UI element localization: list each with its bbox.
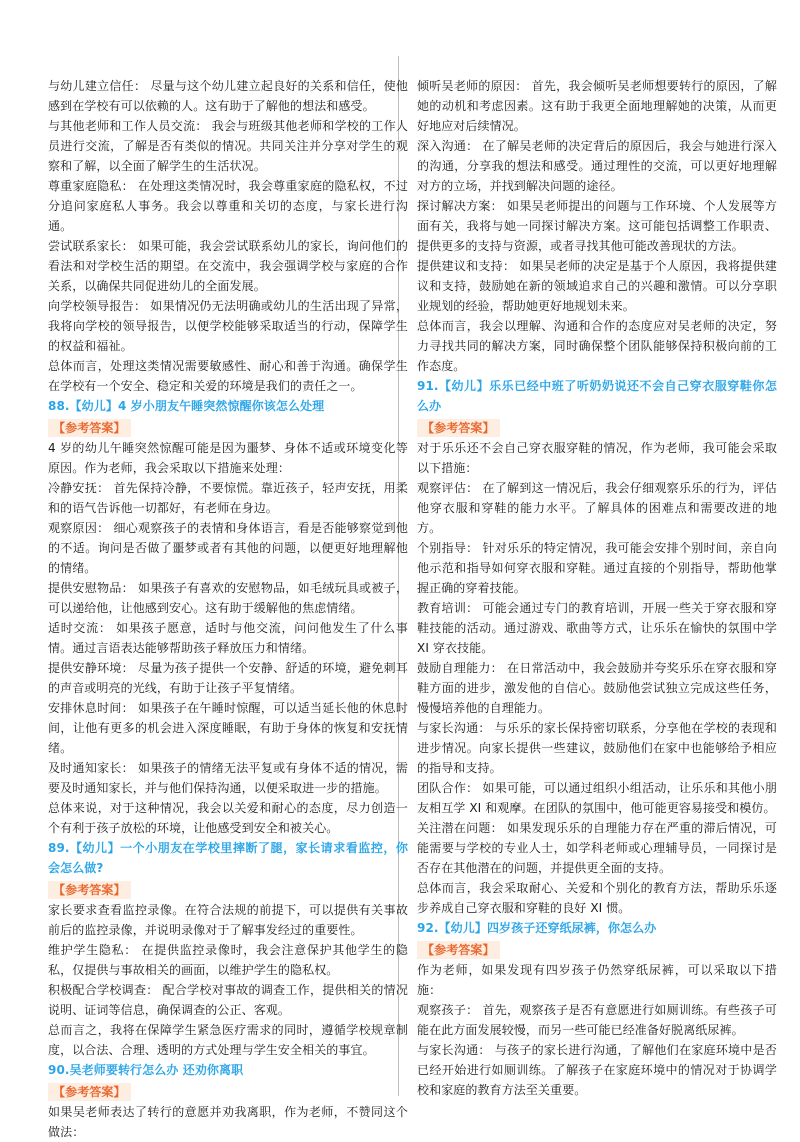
answer-88-quiet-env: 提供安静环境： 尽量为孩子提供一个安静、舒适的环境，避免刺耳的声音或明亮的光线，有助于让孩子平复情绪。 — [48, 661, 408, 695]
paragraph-build-trust: 与幼儿建立信任： 尽量与这个幼儿建立起良好的关系和信任，使他感到在学校有可以依赖的人。这有助于了解他的想法和感受。 — [48, 79, 408, 113]
answer-88-calm: 冷静安抚： 首先保持冷静，不要惊慌。靠近孩子，轻声安抚，用柔和的语气告诉他一切都好，有老师在身边。 — [48, 481, 408, 515]
answer-label — [48, 418, 408, 438]
answer-92-observe: 观察孩子： 首先，观察孩子是否有意愿进行如厕训练。有些孩子可能在此方面发展较慢，而另一些可能已经准备好脱离纸尿裤。 — [417, 1003, 777, 1037]
answer-90-solutions: 探讨解决方案： 如果吴老师提出的问题与工作环境、个人发展等方面有关，我将与她一同探讨解决方案。这可能包括调整工作职责、提供更多的支持与资源，或者寻找其他可能改善现状的方法。 — [417, 199, 777, 253]
paragraph-contact-parents: 尝试联系家长： 如果可能，我会尝试联系幼儿的家长，询问他们的看法和对学校生活的期望。在交流中，我会强调学校与家庭的合作关系，以确保共同促进幼儿的全面发展。 — [48, 239, 408, 293]
question-89-heading: 89.【幼儿】一个小朋友在学校里摔断了腿，家长请求看监控，你会怎么做? — [48, 841, 408, 875]
question-90-heading: 90.吴老师要转行怎么办 还劝你离职 — [48, 1063, 244, 1077]
question-92-heading: 92.【幼儿】四岁孩子还穿纸尿裤，你怎么办 — [417, 921, 657, 935]
answer-91-encourage: 鼓励自理能力： 在日常活动中，我会鼓励并夸奖乐乐在穿衣服和穿鞋方面的进步，激发他的自信心。鼓励他尝试独立完成这些任务，慢慢培养他的自理能力。 — [417, 661, 777, 715]
paragraph-report-leader: 向学校领导报告： 如果情况仍无法明确或幼儿的生活出现了异常，我将向学校的领导报告，以便学校能够采取适当的行动，保障学生的权益和福祉。 — [48, 299, 408, 353]
answer-89-summary: 总而言之，我将在保障学生紧急医疗需求的同时，遵循学校规章制度，以合法、合理、透明的方式处理与学生安全相关的事宜。 — [48, 1023, 408, 1057]
question-88-heading: 88.【幼儿】4 岁小朋友午睡突然惊醒你该怎么处理 — [48, 399, 325, 413]
question-91-heading: 91.【幼儿】乐乐已经中班了听奶奶说还不会自己穿衣服穿鞋你怎么办 — [417, 379, 777, 413]
answer-90-intro: 如果吴老师表达了转行的意愿并劝我离职，作为老师，不赞同这个做法： — [48, 1105, 408, 1139]
answer-92-intro: 作为老师，如果发现有四岁孩子仍然穿纸尿裤，可以采取以下措施： — [417, 963, 777, 997]
answer-92-parents: 与家长沟通： 与孩子的家长进行沟通，了解他们在家庭环境中是否已经开始进行如厕训练。了解孩子在家庭环境中的情况对于协调学校和家庭的教育方法至关重要。 — [417, 1043, 777, 1097]
answer-label-badge: 【参考答案】 — [417, 941, 500, 959]
paragraph-respect-privacy: 尊重家庭隐私： 在处理这类情况时，我会尊重家庭的隐私权，不过分追问家庭私人事务。我会以尊重和关切的态度，与家长进行沟通。 — [48, 179, 408, 233]
answer-91-training: 教育培训： 可能会通过专门的教育培训，开展一些关于穿衣服和穿鞋技能的活动。通过游戏、歌曲等方式，让乐乐在愉快的氛围中学 XI 穿衣技能。 — [417, 601, 777, 655]
answer-90-listen: 倾听吴老师的原因： 首先，我会倾听吴老师想要转行的原因，了解她的动机和考虑因素。这有助于我更全面地理解她的决策，从而更好地应对后续情况。 — [417, 79, 777, 133]
answer-label-badge: 【参考答案】 — [48, 1083, 131, 1101]
answer-88-notify-parents: 及时通知家长： 如果孩子的情绪无法平复或有身体不适的情况，需要及时通知家长，并与他们保持沟通，以便采取进一步的措施。 — [48, 761, 408, 795]
answer-90-summary: 总体而言，我会以理解、沟通和合作的态度应对吴老师的决定，努力寻找共同的解决方案，同时确保整个团队能够保持积极向前的工作态度。 — [417, 319, 777, 373]
right-column — [417, 76, 777, 1100]
answer-91-potential-issues: 关注潜在问题： 如果发现乐乐的自理能力存在严重的滞后情况，可能需要与学校的专业人士，如学科老师或心理辅导员，一同探讨是否存在其他潜在的问题，并提供更全面的支持。 — [417, 821, 777, 875]
answer-91-individual: 个别指导： 针对乐乐的特定情况，我可能会安排个别时间，亲自向他示范和指导如何穿衣服和穿鞋。通过直接的个别指导，帮助他掌握正确的穿着技能。 — [417, 541, 777, 595]
answer-90-support: 提供建议和支持： 如果吴老师的决定是基于个人原因，我将提供建议和支持，鼓励她在新的领域追求自己的兴趣和激情。可以分享职业规划的经验，帮助她更好地规划未来。 — [417, 259, 777, 313]
answer-89-investigation: 积极配合学校调查： 配合学校对事故的调查工作，提供相关的情况说明、证词等信息，确保调查的公正、客观。 — [48, 983, 408, 1017]
answer-88-observe: 观察原因： 细心观察孩子的表情和身体语言，看是否能够察觉到他的不适。询问是否做了噩梦或者有其他的问题，以便更好地理解他的情绪。 — [48, 521, 408, 575]
answer-88-talk: 适时交流： 如果孩子愿意，适时与他交流，问问他发生了什么事情。通过言语表达能够帮助孩子释放压力和情绪。 — [48, 621, 408, 655]
answer-label — [48, 1082, 408, 1102]
answer-89-video: 家长要求查看监控录像。在符合法规的前提下，可以提供有关事故前后的监控录像，并说明录像对于了解事发经过的重要性。 — [48, 903, 408, 937]
answer-89-privacy: 维护学生隐私： 在提供监控录像时，我会注意保护其他学生的隐私，仅提供与事故相关的画面，以维护学生的隐私权。 — [48, 943, 408, 977]
answer-label — [417, 940, 777, 960]
answer-90-deep-talk: 深入沟通： 在了解吴老师的决定背后的原因后，我会与她进行深入的沟通，分享我的想法和感受。通过理性的交流，可以更好地理解对方的立场，并找到解决问题的途径。 — [417, 139, 777, 193]
paragraph-communicate-staff: 与其他老师和工作人员交流： 我会与班级其他老师和学校的工作人员进行交流，了解是否有类似的情况。共同关注并分享对学生的观察和了解，以全面了解学生的生活状况。 — [48, 119, 408, 173]
left-column — [48, 76, 408, 1142]
answer-91-intro: 对于乐乐还不会自己穿衣服穿鞋的情况，作为老师，我可能会采取以下措施： — [417, 441, 777, 475]
answer-91-parents: 与家长沟通： 与乐乐的家长保持密切联系，分享他在学校的表现和进步情况。向家长提供一些建议，鼓励他们在家中也能够给予相应的指导和支持。 — [417, 721, 777, 775]
answer-91-summary: 总体而言，我会采取耐心、关爱和个别化的教育方法，帮助乐乐逐步养成自己穿衣服和穿鞋的良好 XI 惯。 — [417, 881, 777, 915]
answer-label-badge: 【参考答案】 — [48, 881, 131, 899]
answer-88-rest-time: 安排休息时间： 如果孩子在午睡时惊醒，可以适当延长他的休息时间，让他有更多的机会进入深度睡眠，有助于身体的恢复和安抚情绪。 — [48, 701, 408, 755]
answer-label-badge: 【参考答案】 — [417, 419, 500, 437]
answer-label-badge: 【参考答案】 — [48, 419, 131, 437]
answer-label — [48, 880, 408, 900]
answer-88-comfort-item: 提供安慰物品： 如果孩子有喜欢的安慰物品，如毛绒玩具或被子，可以递给他，让他感到安心。这有助于缓解他的焦虑情绪。 — [48, 581, 408, 615]
answer-88-summary: 总体来说，对于这种情况，我会以关爱和耐心的态度，尽力创造一个有利于孩子放松的环境，让他感受到安全和被关心。 — [48, 801, 408, 835]
paragraph-summary: 总体而言，处理这类情况需要敏感性、耐心和善于沟通。确保学生在学校有一个安全、稳定和关爱的环境是我们的责任之一。 — [48, 359, 408, 393]
answer-label — [417, 418, 777, 438]
answer-88-intro: 4 岁的幼儿午睡突然惊醒可能是因为噩梦、身体不适或环境变化等原因。作为老师，我会采取以下措施来处理： — [48, 441, 408, 475]
answer-91-teamwork: 团队合作： 如果可能，可以通过组织小组活动，让乐乐和其他小朋友相互学 XI 和观摩。在团队的氛围中，他可能更容易接受和模仿。 — [417, 781, 777, 815]
answer-91-observe: 观察评估： 在了解到这一情况后，我会仔细观察乐乐的行为，评估他穿衣服和穿鞋的能力水平。了解具体的困难点和需要改进的地方。 — [417, 481, 777, 535]
